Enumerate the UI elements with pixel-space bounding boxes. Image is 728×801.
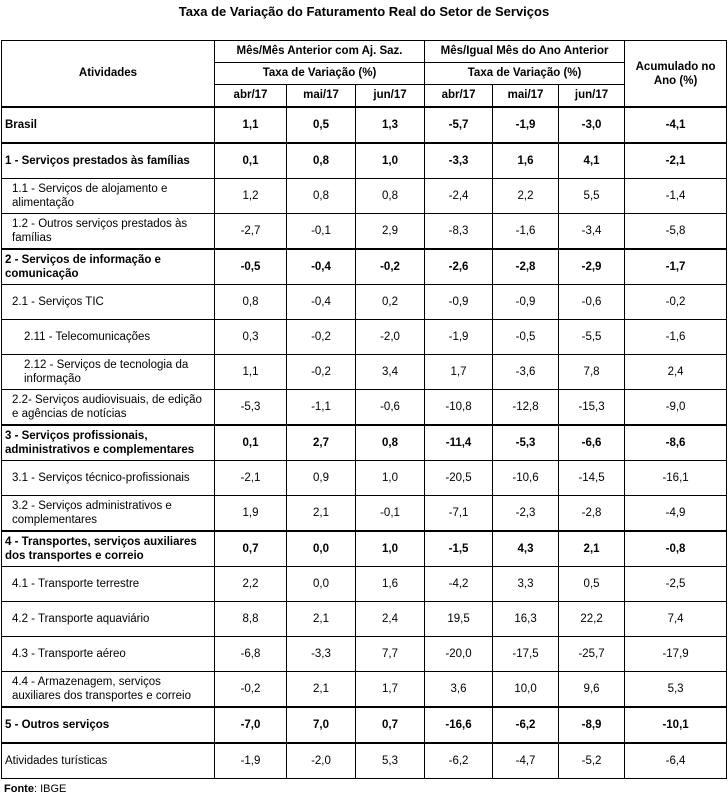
row-value-cell: -1,9 <box>493 107 559 143</box>
row-activity-name: 2.1 - Serviços TIC <box>2 285 215 320</box>
row-value-cell: -6,2 <box>493 707 559 743</box>
row-value-cell: -2,8 <box>493 249 559 285</box>
row-value-cell: -7,0 <box>215 707 287 743</box>
row-value-cell: -17,5 <box>493 637 559 672</box>
row-value-cell: -4,1 <box>625 107 727 143</box>
row-value-cell: -2,4 <box>425 179 493 214</box>
header-group-month-adjusted-subtitle: Taxa de Variação (%) <box>215 63 425 85</box>
row-activity-name: 4.4 - Armazenagem, serviços auxiliares dos transportes e correio <box>2 672 215 708</box>
row-value-cell: -0,2 <box>287 355 356 390</box>
row-value-cell: 2,1 <box>559 531 625 567</box>
row-value-cell: 2,1 <box>287 496 356 532</box>
row-value-cell: 2,4 <box>356 602 425 637</box>
row-value-cell: -2,0 <box>356 320 425 355</box>
row-activity-name: 1.2 - Outros serviços prestados às famílias <box>2 214 215 250</box>
row-value-cell: 0,1 <box>215 143 287 179</box>
row-value-cell: -10,6 <box>493 461 559 496</box>
table-row <box>2 214 727 250</box>
table-row <box>2 672 727 708</box>
table-row <box>2 107 727 143</box>
row-value-cell: 0,7 <box>215 531 287 567</box>
table-row <box>2 425 727 461</box>
header-month: mai/17 <box>493 85 559 108</box>
row-value-cell: -14,5 <box>559 461 625 496</box>
row-value-cell: 3,6 <box>425 672 493 708</box>
table-row <box>2 496 727 532</box>
header-group-month-adjusted-title: Mês/Mês Anterior com Aj. Saz. <box>236 45 403 57</box>
row-value-cell: 1,0 <box>356 461 425 496</box>
row-value-cell: 16,3 <box>493 602 559 637</box>
row-value-cell: 10,0 <box>493 672 559 708</box>
row-value-cell: -6,8 <box>215 637 287 672</box>
row-value-cell: -8,9 <box>559 707 625 743</box>
row-value-cell: -0,5 <box>215 249 287 285</box>
row-value-cell: -0,1 <box>356 496 425 532</box>
table-row <box>2 531 727 567</box>
row-value-cell: -0,2 <box>287 320 356 355</box>
row-value-cell: -3,6 <box>493 355 559 390</box>
row-value-cell: 1,1 <box>215 107 287 143</box>
row-value-cell: -8,3 <box>425 214 493 250</box>
row-value-cell: 0,5 <box>559 567 625 602</box>
row-value-cell: -2,9 <box>559 249 625 285</box>
row-value-cell: -5,7 <box>425 107 493 143</box>
row-value-cell: 3,4 <box>356 355 425 390</box>
row-value-cell: -5,3 <box>493 425 559 461</box>
row-activity-name: 3 - Serviços profissionais, administrativos e complementares <box>2 425 215 461</box>
row-value-cell: -4,2 <box>425 567 493 602</box>
row-value-cell: -0,1 <box>287 214 356 250</box>
row-activity-name: 4.1 - Transporte terrestre <box>2 567 215 602</box>
row-activity-name: 4.3 - Transporte aéreo <box>2 637 215 672</box>
row-value-cell: 8,8 <box>215 602 287 637</box>
row-value-cell: -4,7 <box>493 743 559 779</box>
row-value-cell: 19,5 <box>425 602 493 637</box>
table-row <box>2 179 727 214</box>
table-title: Taxa de Variação do Faturamento Real do Setor de Serviços <box>178 4 550 19</box>
row-value-cell: -16,1 <box>625 461 727 496</box>
row-value-cell: 0,8 <box>287 179 356 214</box>
row-value-cell: 0,8 <box>356 425 425 461</box>
row-value-cell: -7,1 <box>425 496 493 532</box>
row-activity-name: 1 - Serviços prestados às famílias <box>2 143 215 179</box>
row-value-cell: 0,5 <box>287 107 356 143</box>
row-value-cell: -0,8 <box>625 531 727 567</box>
row-value-cell: -1,1 <box>287 390 356 426</box>
row-activity-name: 2.2- Serviços audiovisuais, de edição e agências de notícias <box>2 390 215 426</box>
row-activity-name: 1.1 - Serviços de alojamento e alimentação <box>2 179 215 214</box>
row-value-cell: 2,7 <box>287 425 356 461</box>
row-value-cell: 7,7 <box>356 637 425 672</box>
row-value-cell: -25,7 <box>559 637 625 672</box>
row-value-cell: 1,9 <box>215 496 287 532</box>
header-month: abr/17 <box>425 85 493 108</box>
table-row <box>2 743 727 779</box>
row-value-cell: -1,9 <box>425 320 493 355</box>
row-value-cell: -1,4 <box>625 179 727 214</box>
table-row <box>2 143 727 179</box>
row-value-cell: 9,6 <box>559 672 625 708</box>
row-activity-name: 2.11 - Telecomunicações <box>2 320 215 355</box>
row-value-cell: -0,2 <box>215 672 287 708</box>
row-value-cell: 0,8 <box>287 143 356 179</box>
row-value-cell: -3,3 <box>287 637 356 672</box>
table-row <box>2 249 727 285</box>
row-value-cell: -5,3 <box>215 390 287 426</box>
row-value-cell: -2,3 <box>493 496 559 532</box>
row-value-cell: 0,8 <box>356 179 425 214</box>
row-value-cell: -5,5 <box>559 320 625 355</box>
table-row <box>2 320 727 355</box>
row-value-cell: -15,3 <box>559 390 625 426</box>
row-value-cell: 1,3 <box>356 107 425 143</box>
header-group-year-over-year <box>425 41 625 63</box>
source-note <box>4 783 66 795</box>
row-value-cell: 1,0 <box>356 143 425 179</box>
row-value-cell: -0,6 <box>559 285 625 320</box>
row-value-cell: -11,4 <box>425 425 493 461</box>
table-row <box>2 461 727 496</box>
row-value-cell: -2,0 <box>287 743 356 779</box>
row-value-cell: 3,3 <box>493 567 559 602</box>
row-value-cell: -9,0 <box>625 390 727 426</box>
table-row <box>2 637 727 672</box>
row-value-cell: -16,6 <box>425 707 493 743</box>
row-value-cell: -3,0 <box>559 107 625 143</box>
row-value-cell: 7,0 <box>287 707 356 743</box>
row-value-cell: -2,5 <box>625 567 727 602</box>
row-value-cell: 1,0 <box>356 531 425 567</box>
table-row <box>2 285 727 320</box>
row-value-cell: 0,7 <box>356 707 425 743</box>
row-value-cell: -0,2 <box>625 285 727 320</box>
row-value-cell: 2,1 <box>287 602 356 637</box>
row-activity-name: 4 - Transportes, serviços auxiliares dos transportes e correio <box>2 531 215 567</box>
row-value-cell: -10,1 <box>625 707 727 743</box>
row-value-cell: 0,3 <box>215 320 287 355</box>
row-value-cell: -0,9 <box>493 285 559 320</box>
row-value-cell: -0,9 <box>425 285 493 320</box>
table-row <box>2 707 727 743</box>
header-group-month-adjusted <box>215 41 425 63</box>
row-value-cell: -20,0 <box>425 637 493 672</box>
row-value-cell: 1,7 <box>356 672 425 708</box>
row-value-cell: -0,4 <box>287 249 356 285</box>
row-value-cell: 1,6 <box>493 143 559 179</box>
services-revenue-table <box>1 40 727 779</box>
row-value-cell: -6,4 <box>625 743 727 779</box>
row-value-cell: -12,8 <box>493 390 559 426</box>
row-value-cell: 5,3 <box>356 743 425 779</box>
row-value-cell: 5,5 <box>559 179 625 214</box>
header-group-year-over-year-subtitle: Taxa de Variação (%) <box>425 63 625 85</box>
row-value-cell: 7,4 <box>625 602 727 637</box>
row-value-cell: 2,4 <box>625 355 727 390</box>
row-value-cell: -2,6 <box>425 249 493 285</box>
row-value-cell: -20,5 <box>425 461 493 496</box>
row-value-cell: 0,0 <box>287 567 356 602</box>
header-accumulated: Acumulado no Ano (%) <box>625 41 727 108</box>
row-value-cell: -2,1 <box>625 143 727 179</box>
row-value-cell: 2,9 <box>356 214 425 250</box>
row-value-cell: -4,9 <box>625 496 727 532</box>
row-value-cell: -10,8 <box>425 390 493 426</box>
row-value-cell: -3,4 <box>559 214 625 250</box>
row-value-cell: 22,2 <box>559 602 625 637</box>
row-value-cell: -1,6 <box>493 214 559 250</box>
row-value-cell: -17,9 <box>625 637 727 672</box>
row-value-cell: -6,2 <box>425 743 493 779</box>
row-value-cell: -0,6 <box>356 390 425 426</box>
row-activity-name: 3.1 - Serviços técnico-profissionais <box>2 461 215 496</box>
row-value-cell: -6,6 <box>559 425 625 461</box>
row-value-cell: 4,1 <box>559 143 625 179</box>
header-group-year-over-year-title: Mês/Igual Mês do Ano Anterior <box>440 45 609 57</box>
row-activity-name: 2.12 - Serviços de tecnologia da informação <box>2 355 215 390</box>
row-value-cell: -0,2 <box>356 249 425 285</box>
row-value-cell: 2,2 <box>215 567 287 602</box>
row-value-cell: 2,2 <box>493 179 559 214</box>
row-value-cell: 1,6 <box>356 567 425 602</box>
row-value-cell: 5,3 <box>625 672 727 708</box>
row-value-cell: 4,3 <box>493 531 559 567</box>
row-value-cell: -2,7 <box>215 214 287 250</box>
source-label: Fonte <box>4 783 34 795</box>
row-value-cell: 7,8 <box>559 355 625 390</box>
row-value-cell: 0,1 <box>215 425 287 461</box>
row-activity-name: 4.2 - Transporte aquaviário <box>2 602 215 637</box>
table-row <box>2 602 727 637</box>
source-value: : IBGE <box>33 783 67 795</box>
row-value-cell: -2,1 <box>215 461 287 496</box>
header-month: mai/17 <box>287 85 356 108</box>
row-value-cell: 1,1 <box>215 355 287 390</box>
row-value-cell: -1,5 <box>425 531 493 567</box>
row-activity-name: 3.2 - Serviços administrativos e complementares <box>2 496 215 532</box>
header-month: jun/17 <box>356 85 425 108</box>
row-value-cell: -5,8 <box>625 214 727 250</box>
row-value-cell: 0,8 <box>215 285 287 320</box>
row-value-cell: -8,6 <box>625 425 727 461</box>
header-month: jun/17 <box>559 85 625 108</box>
row-value-cell: -0,5 <box>493 320 559 355</box>
table-row <box>2 567 727 602</box>
table-row <box>2 355 727 390</box>
row-value-cell: 0,9 <box>287 461 356 496</box>
row-value-cell: 0,2 <box>356 285 425 320</box>
row-value-cell: 2,1 <box>287 672 356 708</box>
row-activity-name: 2 - Serviços de informação e comunicação <box>2 249 215 285</box>
row-value-cell: -5,2 <box>559 743 625 779</box>
row-value-cell: -1,7 <box>625 249 727 285</box>
row-value-cell: 0,0 <box>287 531 356 567</box>
row-value-cell: -2,8 <box>559 496 625 532</box>
header-activities: Atividades <box>2 41 215 108</box>
row-value-cell: -3,3 <box>425 143 493 179</box>
header-month: abr/17 <box>215 85 287 108</box>
row-value-cell: -1,6 <box>625 320 727 355</box>
row-value-cell: 1,2 <box>215 179 287 214</box>
row-value-cell: 1,7 <box>425 355 493 390</box>
row-activity-name: Brasil <box>2 107 215 143</box>
row-activity-name: 5 - Outros serviços <box>2 707 215 743</box>
table-row <box>2 390 727 426</box>
row-activity-name: Atividades turísticas <box>2 743 215 779</box>
row-value-cell: -1,9 <box>215 743 287 779</box>
row-value-cell: -0,4 <box>287 285 356 320</box>
